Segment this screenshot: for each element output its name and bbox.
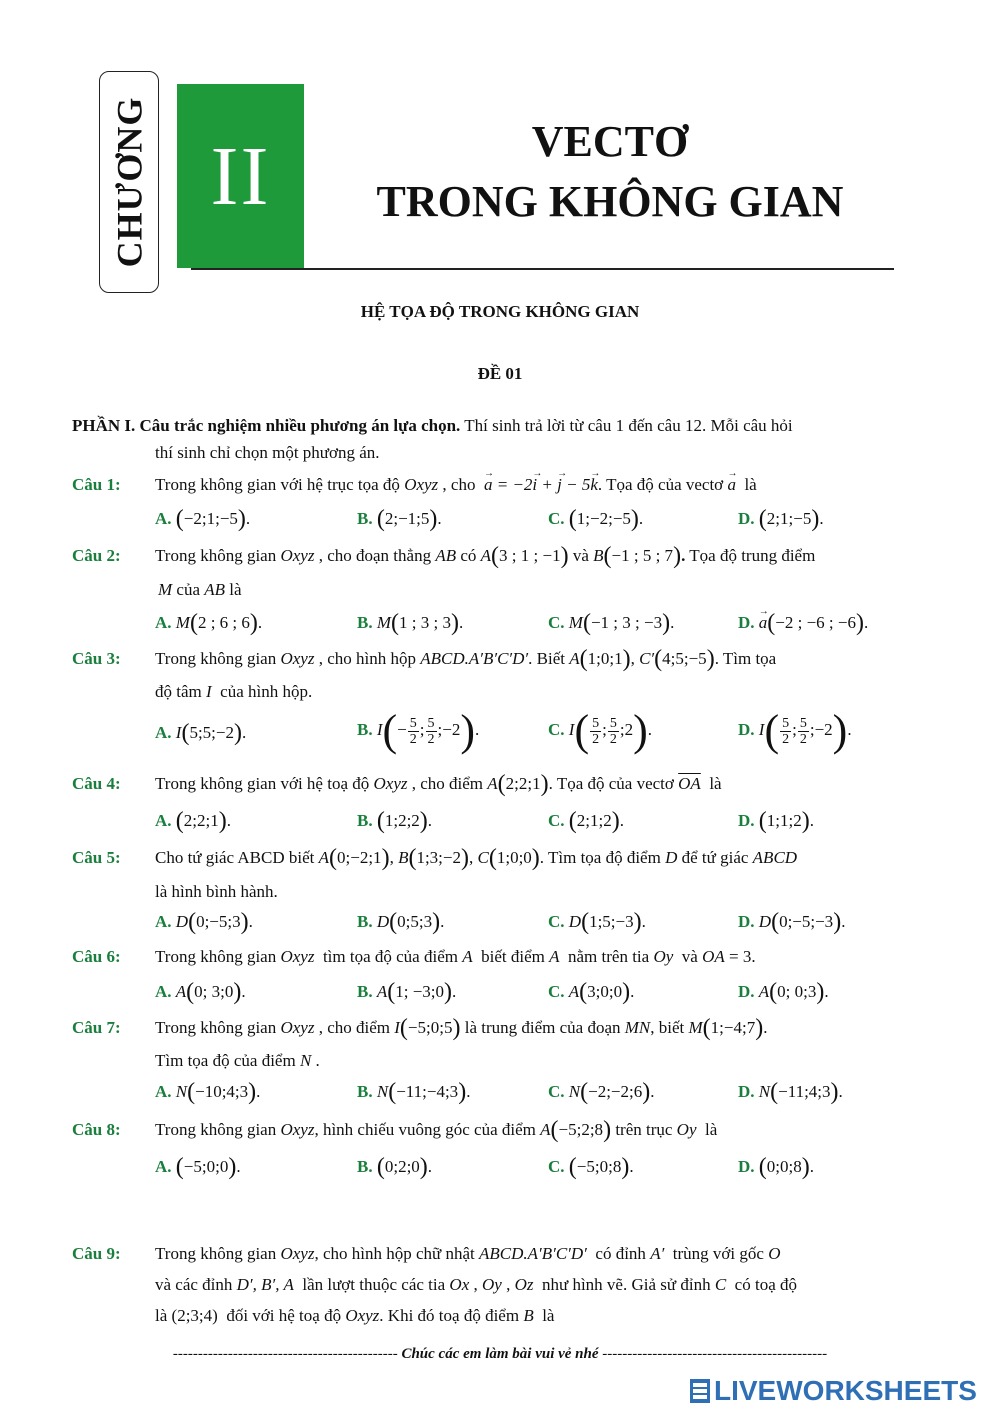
question-text: Trong không gian Oxyz tìm tọa độ của điểm A biết điểm A nằm trên tia Oy và OA = 3. <box>155 947 756 966</box>
answer-option[interactable]: D. D(0;−5;−3). <box>738 909 846 935</box>
question-label: Câu 1: <box>72 475 121 494</box>
answer-option[interactable]: C. M(−1 ; 3 ; −3). <box>548 610 675 636</box>
question-text: Trong không gian với hệ trục tọa độ Oxyz , cho → a = −2→ i + → j − 5→ k. Tọa độ của vectơ → a là <box>155 474 757 496</box>
answer-option[interactable]: A. (2;2;1). <box>155 808 231 834</box>
question-label: Câu 9: <box>72 1244 121 1263</box>
answer-option[interactable]: B. (0;2;0). <box>357 1154 433 1180</box>
answer-option[interactable]: A. D(0;−5;3). <box>155 909 253 935</box>
question-text-cont: M của AB là <box>158 580 242 599</box>
answer-option[interactable]: D. (2;1;−5). <box>738 506 824 532</box>
answer-option[interactable]: C. A(3;0;0). <box>548 979 635 1005</box>
question-text-cont: là (2;3;4) đối với hệ toạ độ Oxyz. Khi đó toạ độ điểm B là <box>155 1306 555 1325</box>
part1-instruction-cont: thí sinh chỉ chọn một phương án. <box>155 443 380 462</box>
answer-option[interactable]: B. M(1 ; 3 ; 3). <box>357 610 464 636</box>
title-underline <box>191 268 894 270</box>
answer-option[interactable]: C. (1;−2;−5). <box>548 506 644 532</box>
part1-heading: PHẦN I. Câu trắc nghiệm nhiều phương án lựa chọn. Thí sinh trả lời từ câu 1 đến câu 12. Mỗi câu hỏi <box>72 416 793 435</box>
question-text-cont: và các đỉnh D′, B′, A lần lượt thuộc các tia Ox , Oy , Oz như hình vẽ. Giả sử đỉnh C có toạ độ <box>155 1275 797 1294</box>
answer-option[interactable]: D. (0;0;8). <box>738 1154 814 1180</box>
liveworksheets-icon <box>690 1379 710 1403</box>
question-label: Câu 6: <box>72 947 121 966</box>
question-label: Câu 2: <box>72 546 121 565</box>
question-label: Câu 7: <box>72 1018 121 1037</box>
liveworksheets-logo: LIVEWORKSHEETS <box>690 1374 990 1408</box>
chapter-title-line2: TRONG KHÔNG GIAN <box>376 177 844 226</box>
question-label: Câu 4: <box>72 774 121 793</box>
answer-option[interactable]: B. (1;2;2). <box>357 808 433 834</box>
answer-option[interactable]: A. I(5;5;−2). <box>155 720 247 746</box>
chapter-number: II <box>210 129 271 223</box>
answer-option[interactable]: D. A(0; 0;3). <box>738 979 829 1005</box>
answer-option[interactable]: B. D(0;5;3). <box>357 909 445 935</box>
question-text: Trong không gian Oxyz , cho hình hộp ABCD.A′B′C′D′. Biết A(1;0;1), C′(4;5;−5). Tìm tọa <box>155 646 777 672</box>
answer-option[interactable]: A. N(−10;4;3). <box>155 1079 261 1105</box>
question-label: Câu 3: <box>72 649 121 668</box>
section-subtitle: HỆ TỌA ĐỘ TRONG KHÔNG GIAN <box>360 302 640 321</box>
answer-option[interactable]: C. (−5;0;8). <box>548 1154 634 1180</box>
chapter-word: CHƯƠNG <box>109 96 149 268</box>
answer-option[interactable]: A. M(2 ; 6 ; 6). <box>155 610 263 636</box>
question-text-cont: là hình bình hành. <box>155 882 278 901</box>
answer-option[interactable]: A. (−5;0;0). <box>155 1154 241 1180</box>
answer-option[interactable]: A. A(0; 3;0). <box>155 979 246 1005</box>
answer-option[interactable]: D. → a(−2 ; −6 ; −6). <box>738 612 868 634</box>
chapter-number-box <box>177 84 304 268</box>
answer-option[interactable]: D. I( $\frac{5}{2}$ ; $\frac{5}{2}$ ;−2). <box>738 706 852 756</box>
answer-option[interactable]: C. D(1;5;−3). <box>548 909 646 935</box>
question-label: Câu 5: <box>72 848 121 867</box>
question-text: Trong không gian với hệ toạ độ Oxyz , cho điểm A(2;2;1). Tọa độ của vectơ $\overline{OA}$ là <box>155 771 722 797</box>
answer-option[interactable]: B. I(− $\frac{5}{2}$ ; $\frac{5}{2}$ ;−2). <box>357 706 480 756</box>
answer-option[interactable]: C. I( $\frac{5}{2}$ ; $\frac{5}{2}$ ;2). <box>548 706 652 756</box>
answer-option[interactable]: B. N(−11;−4;3). <box>357 1079 471 1105</box>
question-text: Trong không gian Oxyz, hình chiếu vuông góc của điểm A(−5;2;8) trên trục Oy là <box>155 1117 718 1143</box>
question-label: Câu 8: <box>72 1120 121 1139</box>
answer-option[interactable]: D. (1;1;2). <box>738 808 814 834</box>
question-text: Trong không gian Oxyz , cho đoạn thẳng AB có A(3 ; 1 ; −1) và B(−1 ; 5 ; 7). Tọa độ trung điểm <box>155 543 816 569</box>
question-text: Cho tứ giác ABCD biết A(0;−2;1), B(1;3;−2), C(1;0;0). Tìm tọa độ điểm D để tứ giác ABCD <box>155 845 798 871</box>
answer-option[interactable]: C. N(−2;−2;6). <box>548 1079 655 1105</box>
question-text-cont: Tìm tọa độ của điểm N . <box>155 1051 320 1070</box>
answer-option[interactable]: B. (2;−1;5). <box>357 506 442 532</box>
answer-option[interactable]: D. N(−11;4;3). <box>738 1079 843 1105</box>
answer-option[interactable]: A. (−2;1;−5). <box>155 506 251 532</box>
chapter-title-line1: VECTƠ <box>531 117 689 166</box>
answer-option[interactable]: C. (2;1;2). <box>548 808 624 834</box>
question-text: Trong không gian Oxyz , cho điểm I(−5;0;5) là trung điểm của đoạn MN, biết M(1;−4;7). <box>155 1015 768 1041</box>
footer-note: --------------------------------------------- Chúc các em làm bài vui vẻ nhé --------------------------------------------- <box>172 1346 828 1362</box>
answer-option[interactable]: B. A(1; −3;0). <box>357 979 457 1005</box>
question-text-cont: độ tâm I của hình hộp. <box>155 682 313 701</box>
question-text: Trong không gian Oxyz, cho hình hộp chữ nhật ABCD.A′B′C′D′ có đỉnh A′ trùng với gốc O <box>155 1244 781 1263</box>
exam-number: ĐỀ 01 <box>477 364 523 383</box>
